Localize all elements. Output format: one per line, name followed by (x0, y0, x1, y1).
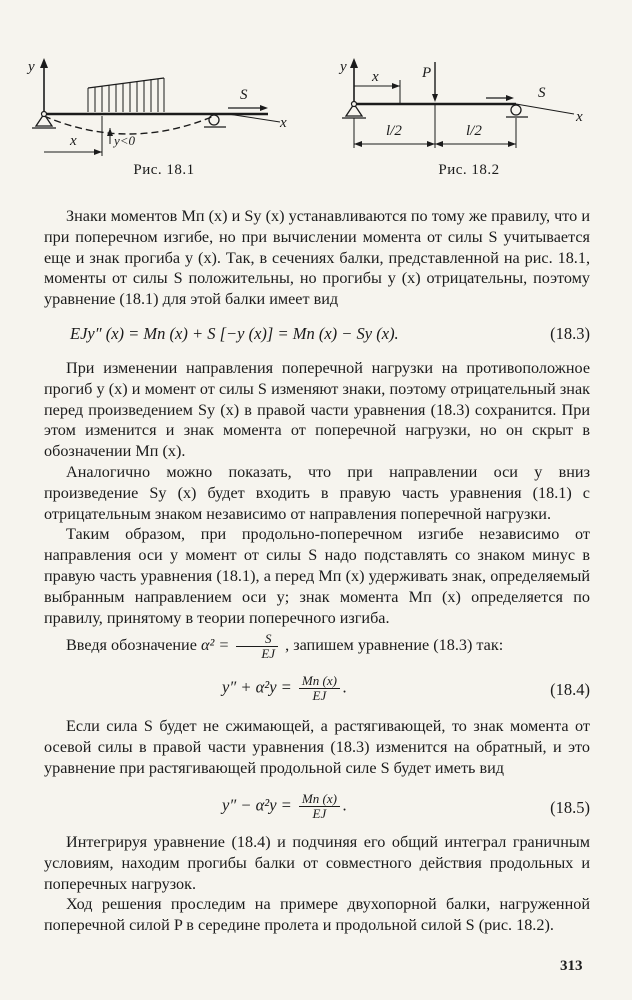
equation-18-4 (44, 674, 590, 708)
dimension-x-label: x (372, 69, 379, 85)
paragraph-5-before: Введя обозначение (66, 636, 197, 655)
equation-lhs: y″ + α²y = (222, 677, 292, 697)
x-axis-label: x (576, 109, 583, 125)
equation-body (222, 674, 347, 703)
equation-period: . (342, 677, 348, 697)
paragraph-5-line (44, 632, 590, 661)
fraction-denominator: EJ (312, 688, 327, 703)
alpha-squared: α² = (200, 636, 230, 655)
force-s-label: S (538, 85, 546, 101)
figure-18-1 (28, 52, 300, 202)
paragraph-4: Таким образом, при продольно-поперечном изгибе независимо от направления оси y момент от силы S надо подставлять со знаком минус в правую часть уравнения (18.1), а перед Mп (x) удерживать знак, определяемый выбранным направлением оси y; знак момента Mп (x) определяется по правилу, принятому в теории поперечного изгиба. (44, 525, 590, 627)
equation-body: EJy″ (x) = Mп (x) + S [−y (x)] = Mп (x) − Sy (x). (70, 324, 399, 343)
equation-number: (18.4) (550, 680, 590, 699)
y-axis-label: y (340, 59, 347, 75)
paragraph-text: Знаки моментов Mп (x) и Sy (x) устанавливаются по тому же правилу, что и при поперечном изгибе, но при вычислении момента от силы S учитывается еще и знак прогиба y (x). Так, в сечениях балки, представленной на рис. 18.1, моменты от силы S положительны, но прогибы y (x) отрицательны, поэтому уравнение (18.1) для этой балки имеет вид (44, 207, 590, 309)
paragraphs-2-4 (44, 358, 590, 628)
load-p-label: P (422, 65, 432, 81)
fraction-moment-over-ej (299, 674, 340, 703)
fraction-s-over-ej (236, 632, 278, 661)
dimension-x-label: x (70, 133, 77, 149)
paragraph-1 (44, 206, 590, 310)
figure-caption: Рис. 18.2 (438, 162, 500, 178)
fraction-numerator: S (236, 632, 278, 647)
paragraph-5 (44, 632, 590, 661)
fraction-numerator: Mп (x) (299, 792, 340, 807)
paragraph-8: Ход решения проследим на примере двухопорной балки, нагруженной поперечной силой P в середине пролета и продольной силой S (рис. 18.2). (44, 895, 590, 935)
equation-18-5 (44, 792, 590, 826)
equation-body (222, 792, 347, 821)
paragraph-6 (44, 716, 590, 778)
force-s-label: S (240, 87, 248, 103)
figure-18-2 (338, 52, 600, 202)
paragraph-2: При изменении направления поперечной нагрузки на противоположное прогиб y (x) и момент от силы S изменяют знаки, поэтому отрицательный знак перед произведением Sy (x) в правой части уравнения (18.3) сохранится. При этом изменится и знак момента от поперечной нагрузки, но он скрыт в обозначении Mп (x). (44, 359, 590, 461)
half-span-right-label: l/2 (466, 123, 482, 139)
equation-period: . (342, 795, 348, 815)
page-number: 313 (560, 958, 583, 974)
paragraph-7: Интегрируя уравнение (18.4) и подчиняя его общий интеграл граничным условиям, находим прогибы балки от совместного действия продольных и поперечных нагрузок. (44, 833, 590, 893)
paragraph-5-after: , запишем уравнение (18.3) так: (285, 636, 504, 655)
paragraphs-7-8 (44, 832, 590, 936)
fraction-denominator: EJ (312, 806, 327, 821)
figure-caption: Рис. 18.1 (133, 162, 195, 178)
fraction-denominator: EJ (261, 646, 276, 661)
equation-18-3 (44, 324, 590, 350)
beam-diagram-1 (28, 52, 300, 162)
half-span-left-label: l/2 (386, 123, 402, 139)
paragraph-3: Аналогично можно показать, что при направлении оси y вниз произведение Sy (x) будет входить в правую часть уравнения (18.1) с отрицательным знаком независимо от направления поперечной нагрузки. (44, 462, 590, 523)
fraction-numerator: Mп (x) (299, 674, 340, 689)
paragraph-text: Если сила S будет не сжимающей, а растягивающей, то знак момента от осевой силы в правой части уравнения (18.3) изменится на обратный, и это уравнение при растягивающей продольной силе S будет иметь вид (44, 717, 590, 777)
equation-lhs: y″ − α²y = (222, 795, 292, 815)
x-axis-label: x (280, 115, 287, 131)
equation-number: (18.3) (550, 324, 590, 343)
fraction-moment-over-ej (299, 792, 340, 821)
deflection-label: y<0 (114, 133, 136, 148)
y-axis-label: y (28, 59, 35, 75)
equation-number: (18.5) (550, 798, 590, 817)
